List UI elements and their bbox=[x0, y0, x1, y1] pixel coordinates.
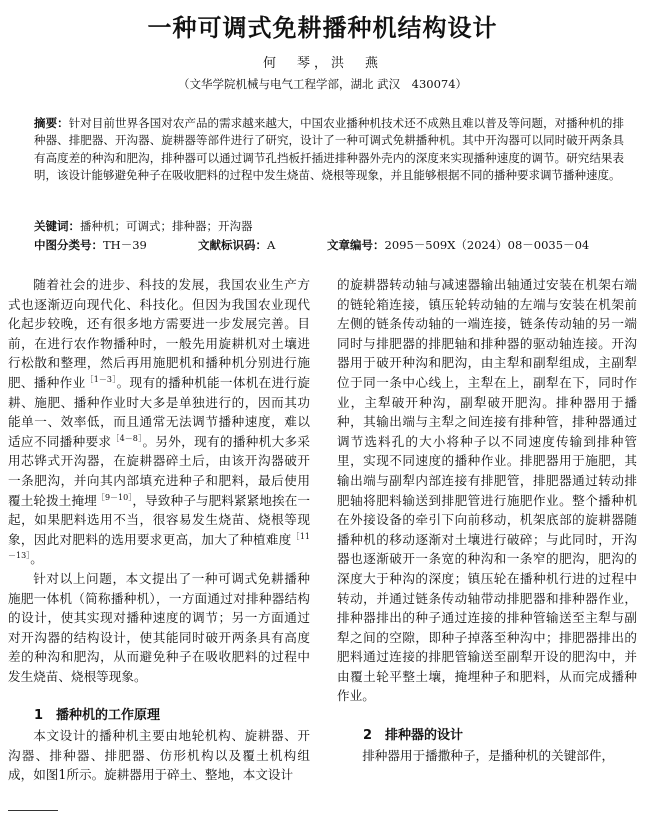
intro-paragraph bbox=[8, 275, 310, 569]
citation: ［1－3］ bbox=[85, 374, 117, 384]
footnote-rule bbox=[8, 810, 58, 811]
citation: ［11－13］ bbox=[8, 531, 311, 561]
citation: ［9－10］ bbox=[96, 492, 133, 502]
doc-label: 文献标识码： bbox=[198, 238, 267, 252]
text-run: ，导致种子与肥料紧紧地挨在一起，如果肥料选用不当，很容易发生烧苗、烧根等现象，因此对肥料的选用要求更高，加大了种植难度 bbox=[8, 492, 311, 547]
article-number bbox=[327, 237, 589, 253]
continued-paragraph: 的旋耕器转动轴与减速器输出轴通过安装在机架右端的链轮箱连接，镇压轮转动轴的左端与安装在机架前左侧的链条传动轴的一端连接，链条传动轴的另一端同时与排肥器的排肥轴和排种器的驱动轴连接。开沟器用于破开种沟和肥沟，由主犁和副犁组成，主副犁位于同一条中心线上，主犁在上，副犁在下，同时作业，主犁破开种沟，副犁破开肥沟。排种器用于播种，其输出端与主犁之间连接有排种管，排种器通过调节选料孔的大小将种子以不同速度传输到排种管里，实现不同速度的播种作业。排肥器用于施肥，其输出端与副犁内部连接有排肥管，排肥器通过转动排肥轴将肥料输送到排肥管进行施肥作业。整个播种机在外接设备的牵引下向前移动，机架底部的旋耕器随播种机的移动逐渐对土壤进行破碎；与此同时，开沟器也逐渐破开一条宽的种沟和一条窄的肥沟，肥沟的深度大于种沟的深度；镇压轮在播种机行进的过程中转动，并通过链条传动轴带动排肥器和排种器作业，排种器排出的种子通过连接的排种管输送至主犁与副犁之间的空隙，即种子掉落至种沟中；排肥器排出的肥料通过连接的排肥管输送至副犁开设的肥沟中，并由覆土轮平整土壤，掩埋种子和肥料，从而完成播种作业。 bbox=[337, 277, 637, 704]
text-run: 。现有的播种机能一体机在进行旋耕、施肥、播种作业时大多是单独进行的，因而其功能单一、效率低，而且通常无法调节播种速度，难以适应不同播种要求 bbox=[8, 374, 311, 449]
abstract-label: 摘要： bbox=[34, 116, 69, 130]
authors: 何 琴，洪 燕 bbox=[262, 56, 382, 71]
citation: ［4－8］ bbox=[111, 433, 143, 443]
section-1-paragraph: 本文设计的播种机主要由地轮机构、旋耕器、开沟器、排种器、排肥器、仿形机构以及覆土机构组成，如图1所示。旋耕器用于碎土、整地，本文设计 bbox=[8, 728, 310, 783]
paper-title: 一种可调式免耕播种机结构设计 bbox=[147, 14, 498, 42]
abstract-text: 针对目前世界各国对农产品的需求越来越大，中国农业播种机技术还不成熟且难以普及等问题，对播种机的排种器、排肥器、开沟器、旋耕器等部件进行了研究，设计了一种可调式免耕播种机。其中开沟器可以同时破开两条具有高度差的种沟和肥沟，排种器可以通过调节孔挡板扦插进排种器外壳内的深度来实现播种速度的调节。研究结果表明，该设计能够避免种子在吸收肥料的过程中发生烧苗、烧根等现象，并且能够根据不同的播种要求调节播种速度。 bbox=[34, 116, 625, 182]
abstract bbox=[34, 115, 624, 184]
affiliation: （文华学院机械与电气工程学部，湖北 武汉 430074） bbox=[177, 77, 468, 91]
keywords-text: 播种机；可调式；排种器；开沟器 bbox=[80, 219, 253, 233]
section-1-heading: 1 播种机的工作原理 bbox=[34, 708, 161, 724]
doc-value: A bbox=[267, 238, 276, 252]
keywords-label: 关键词： bbox=[34, 219, 80, 233]
section-2-paragraph: 排种器用于播撒种子，是播种机的关键部件， bbox=[362, 747, 615, 763]
clc-number bbox=[34, 237, 147, 253]
keywords bbox=[34, 218, 624, 234]
section-2-heading: 2 排种器的设计 bbox=[363, 728, 464, 744]
clc-value: TH－39 bbox=[103, 238, 147, 252]
text-run: 。 bbox=[30, 551, 43, 567]
left-column bbox=[8, 275, 310, 785]
proposal-paragraph: 针对以上问题，本文提出了一种可调式免耕播种施肥一体机（简称播种机），一方面通过对排种器结构的设计，使其实现对播种速度的调节；另一方面通过对开沟器的结构设计，使其能同时破开两条具有高度差的种沟和肥沟，从而避免种子在吸收肥料的过程中发生烧苗、烧根等现象。 bbox=[8, 570, 310, 684]
article-value: 2095－509X（2024）08－0035－04 bbox=[384, 238, 590, 252]
article-label: 文章编号： bbox=[327, 238, 385, 252]
right-column bbox=[337, 275, 637, 765]
document-code bbox=[198, 237, 275, 253]
text-run: 。另外，现有的播种机大多采用芯铧式开沟器，在旋耕器碎土后，由该开沟器破开一条肥沟，并向其内部填充进种子和肥料，最后使用覆土轮拨土掩埋 bbox=[8, 433, 311, 508]
clc-label: 中图分类号： bbox=[34, 238, 103, 252]
text-run: 随着社会的进步、科技的发展，我国农业生产方式也逐渐迈向现代化、科技化。但因为我国农业现代化起步较晚，还有很多地方需要进一步发展完善。目前，在进行农作物播种时，一般先用旋耕机对土壤进行松散和整理，然后再用施肥机和播种机分别进行施肥、播种作业 bbox=[8, 277, 310, 390]
